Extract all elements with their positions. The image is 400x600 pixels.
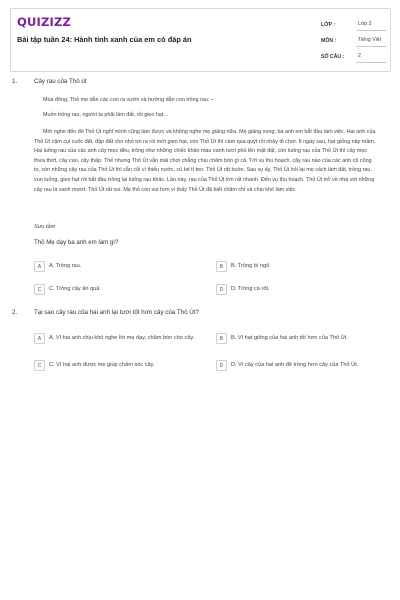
option-text: D. Vì cây của hai anh để trồng hơn cây của Thỏ Út.: [231, 362, 359, 369]
option-b[interactable]: [216, 261, 271, 272]
option-text: B. Vì hạt giống của hai anh tốt hơn của Thỏ Út.: [231, 335, 348, 342]
option-text: D. Trồng cà rốt.: [231, 286, 270, 293]
question-text: Tại sao cây rau của hai anh lại tươi tốt hơn cây của Thỏ Út?: [34, 309, 199, 316]
option-d[interactable]: [216, 284, 270, 295]
option-letter-box: D: [216, 360, 227, 371]
option-c[interactable]: [34, 360, 155, 371]
question-prompt: Thỏ Mẹ dạy ba anh em làm gì?: [34, 239, 119, 246]
question-number: 2.: [12, 309, 18, 316]
option-text: C. Vì hai anh được mẹ giúp chăm sóc cây.: [49, 362, 155, 369]
quizizz-logo: QUIZIZZ: [17, 15, 72, 29]
meta-grade-value: Lớp 2: [356, 21, 386, 31]
meta-subject-value: Tiếng Việt: [356, 37, 386, 47]
worksheet-meta: [321, 15, 386, 63]
option-a[interactable]: [34, 261, 81, 272]
option-letter-box: C: [34, 284, 45, 295]
option-letter-box: A: [34, 333, 45, 344]
option-c[interactable]: [34, 284, 101, 295]
meta-question-count-value: 2: [356, 53, 386, 63]
meta-subject: [321, 31, 386, 47]
option-text: A. Trồng rau.: [49, 263, 82, 270]
option-a[interactable]: [34, 333, 214, 344]
option-text: B. Trồng bí ngô.: [231, 263, 271, 270]
option-letter-box: B: [216, 333, 227, 344]
option-b[interactable]: [216, 333, 386, 344]
option-d[interactable]: [216, 360, 358, 371]
option-text: C. Trồng cây ăn quả.: [49, 286, 101, 293]
passage-paragraph: Mới nghe đến đó Thỏ Út nghĩ mình cũng làm được và không nghe mẹ giảng nữa. Mẹ giảng xong, ba anh em bắt đầu làm việc. Hai anh của Thỏ Út cặm cụi cuốc đất, đập đất cho nhỏ tơi ra rồi mới gieo hạt, còn Thỏ Út thì cầm qua quýt rồi nhảy đi chơi. Ít ngày sau, hạt giống nảy mầm. Hai luống rau của các anh cây mọc đều, trông như những chiếc khăn màu xanh tươi phủ lên mặt đất, còn luống rau của Thỏ Út thì cây mọc thưa thớt, cây cao, cây thấp. Thế nhưng Thỏ Út vẫn mải chơi chẳng chịu chăm bón gì cả. Tới vụ thu hoạch, cây rau nào của các anh cũ cũng to, còn những cây rau của Thỏ Út thì cằn cỗi vì thiếu nước, củ bé tí teo. Thỏ Út rất buồn. Sau vụ ấy, Thỏ Út hỏi lại mẹ cách làm đất, trồng rau, vun luống, gieo hạt rồi bắt đầu trồng lại luống rau khác. Lần này, rau của Thỏ Út lớn rất nhanh. Đến vụ thu hoạch, Thỏ Út trở về nhà với những cây rau lá xanh mướt. Thỏ Út rất vui. Mẹ thỏ còn vui hơn vì thấy Thỏ Út đã biết chăm chỉ và chịu khó làm việc.: [34, 129, 376, 193]
worksheet-title: Bài tập tuần 24: Hành tinh xanh của em có đáp án: [17, 35, 192, 44]
option-letter-box: C: [34, 360, 45, 371]
meta-subject-label: MÔN :: [321, 38, 337, 44]
passage-source: Sưu tầm: [34, 224, 56, 230]
option-letter-box: B: [216, 261, 227, 272]
passage-paragraph: Mùa đông, Thỏ mẹ dẫn các con ra vườn và hướng dẫn con trồng rau: –: [43, 97, 214, 103]
meta-question-count-label: SỐ CÂU :: [321, 54, 345, 60]
question-number: 1.: [12, 78, 18, 85]
option-letter-box: A: [34, 261, 45, 272]
question-text: Cây rau của Thỏ út: [34, 78, 87, 85]
worksheet-header: [10, 8, 391, 72]
meta-question-count: [321, 47, 386, 63]
meta-grade: [321, 15, 386, 31]
meta-grade-label: LỚP :: [321, 22, 336, 28]
passage-paragraph: Muốn trồng rau, người ta phải làm đất, rồi gieo hạt…: [43, 112, 169, 118]
option-letter-box: D: [216, 284, 227, 295]
option-text: A. Vì hai anh chịu khó nghe lời mẹ dạy, chăm bón cho cây.: [49, 335, 195, 342]
